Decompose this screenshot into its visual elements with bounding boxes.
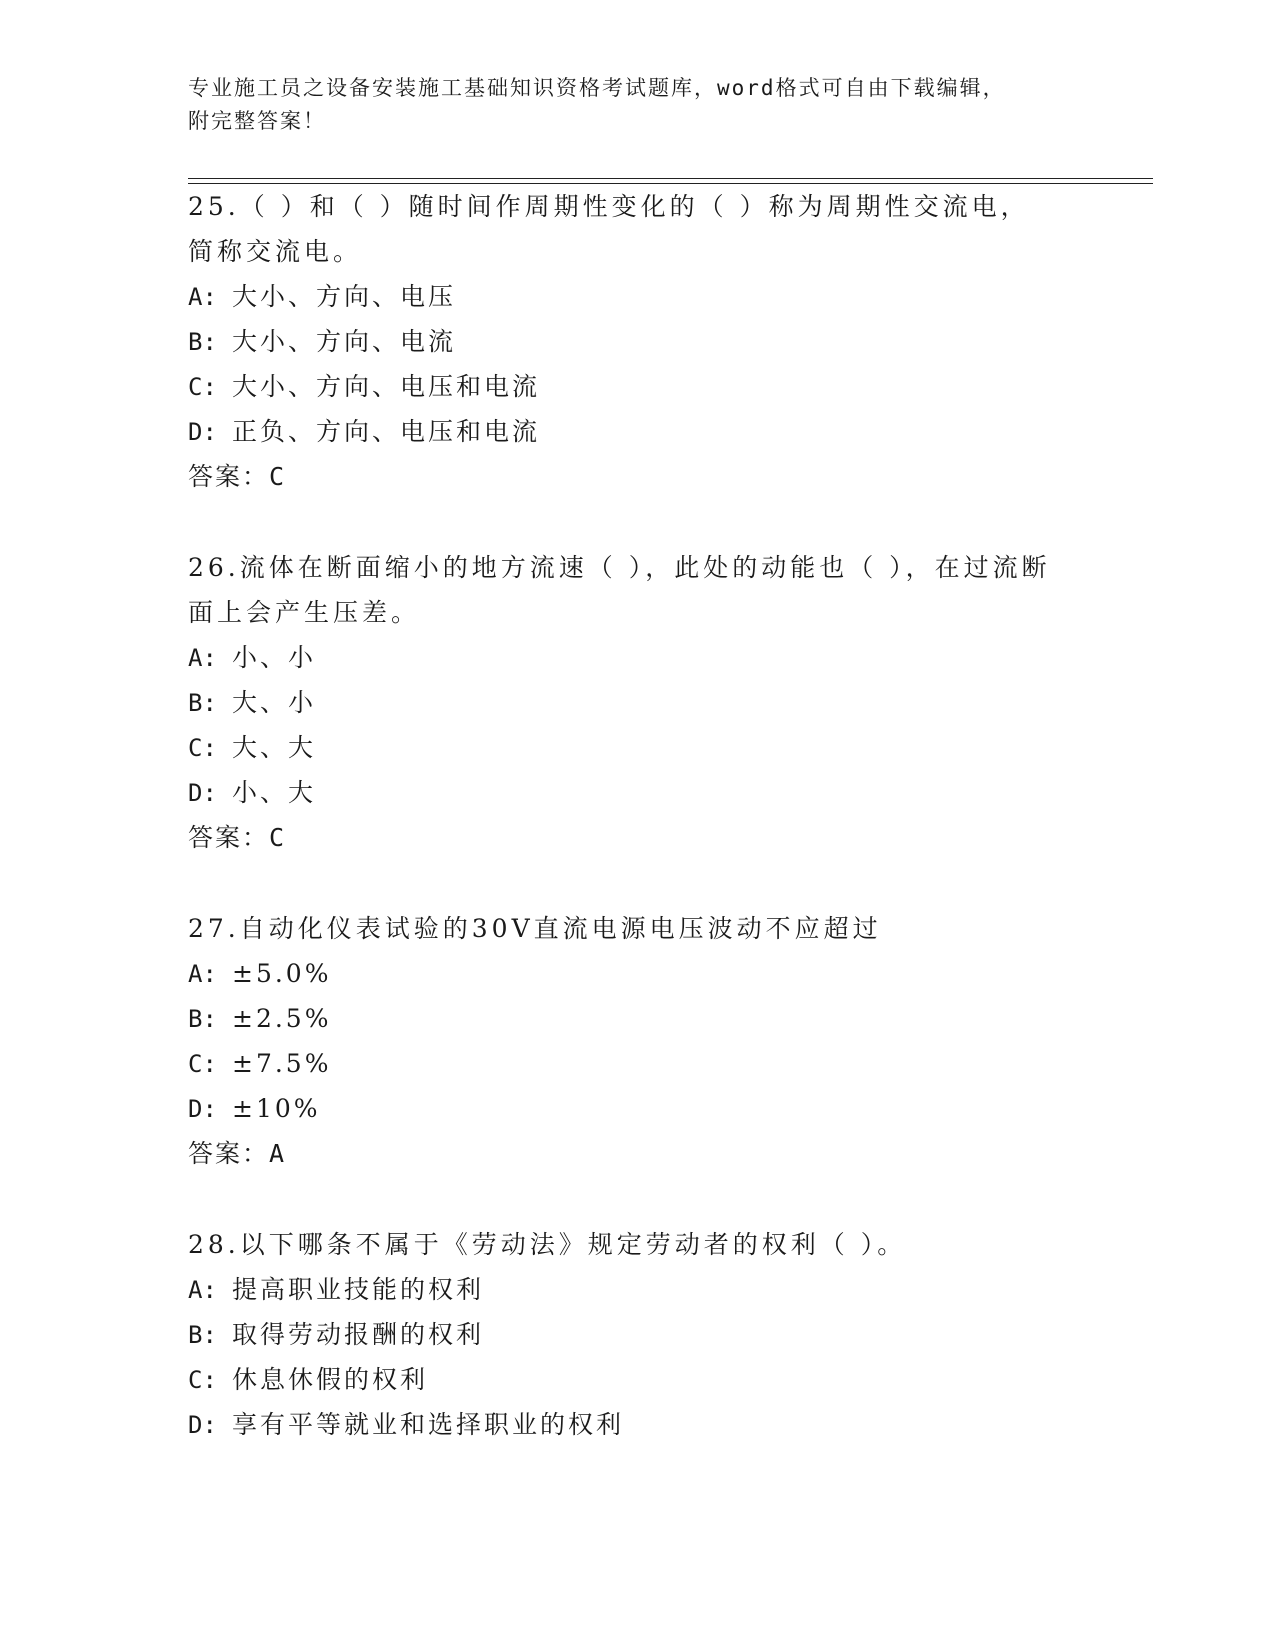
answer-label: 答案： (188, 823, 270, 852)
option-label: C: (188, 1366, 217, 1394)
option-b (188, 319, 456, 364)
option-d (188, 1086, 321, 1131)
option-text: 大、大 (232, 733, 317, 762)
option-c (188, 364, 540, 409)
answer-line (188, 1131, 286, 1176)
option-label: C: (188, 373, 217, 401)
option-a (188, 1267, 484, 1312)
option-label: A: (188, 283, 217, 311)
document-header (188, 72, 1068, 138)
option-label: D: (188, 418, 217, 446)
option-c (188, 725, 316, 770)
option-c (188, 1357, 428, 1402)
answer-line (188, 454, 286, 499)
option-text: ±10% (232, 1094, 321, 1123)
option-text: ±5.0% (232, 959, 332, 988)
option-label: A: (188, 960, 217, 988)
answer-line (188, 815, 286, 860)
option-label: C: (188, 1050, 217, 1078)
question-text: 28.以下哪条不属于《劳动法》规定劳动者的权利（ ）。 (188, 1230, 907, 1259)
option-b (188, 680, 316, 725)
option-a (188, 274, 456, 319)
option-b (188, 996, 331, 1041)
option-a (188, 635, 316, 680)
option-a (188, 951, 331, 996)
option-label: A: (188, 644, 217, 672)
option-text: 提高职业技能的权利 (232, 1275, 485, 1304)
option-text: 大、小 (232, 688, 317, 717)
option-d (188, 409, 540, 454)
option-label: C: (188, 734, 217, 762)
option-label: D: (188, 1411, 217, 1439)
option-text: ±2.5% (232, 1004, 332, 1033)
option-d (188, 1402, 624, 1447)
question-text: 25.（ ）和（ ）随时间作周期性变化的（ ）称为周期性交流电，简称交流电。 (188, 192, 1030, 266)
option-b (188, 1312, 484, 1357)
answer-value: C (269, 462, 287, 491)
header-line-2: 附完整答案！ (188, 109, 326, 133)
option-c (188, 1041, 331, 1086)
option-label: D: (188, 1095, 217, 1123)
header-divider-top (188, 178, 1153, 179)
option-label: B: (188, 1005, 217, 1033)
option-text: 大小、方向、电压和电流 (232, 372, 541, 401)
option-label: B: (188, 689, 217, 717)
answer-label: 答案： (188, 1139, 270, 1168)
header-line-1: 专业施工员之设备安装施工基础知识资格考试题库，word格式可自由下载编辑， (188, 76, 1006, 100)
option-text: 大小、方向、电压 (232, 282, 457, 311)
option-text: 休息休假的权利 (232, 1365, 429, 1394)
option-label: B: (188, 1321, 217, 1349)
question-text: 26.流体在断面缩小的地方流速（ ），此处的动能也（ ），在过流断面上会产生压差。 (188, 553, 1051, 627)
option-label: B: (188, 328, 217, 356)
option-d (188, 770, 316, 815)
option-label: D: (188, 779, 217, 807)
option-text: 小、小 (232, 643, 317, 672)
answer-value: A (269, 1139, 287, 1168)
answer-value: C (269, 823, 287, 852)
option-text: 取得劳动报酬的权利 (232, 1320, 485, 1349)
option-text: ±7.5% (232, 1049, 332, 1078)
option-text: 大小、方向、电流 (232, 327, 457, 356)
option-text: 享有平等就业和选择职业的权利 (232, 1410, 625, 1439)
option-text: 正负、方向、电压和电流 (232, 417, 541, 446)
question-text: 27.自动化仪表试验的30V直流电源电压波动不应超过 (188, 914, 882, 943)
option-text: 小、大 (232, 778, 317, 807)
option-label: A: (188, 1276, 217, 1304)
answer-label: 答案： (188, 462, 270, 491)
